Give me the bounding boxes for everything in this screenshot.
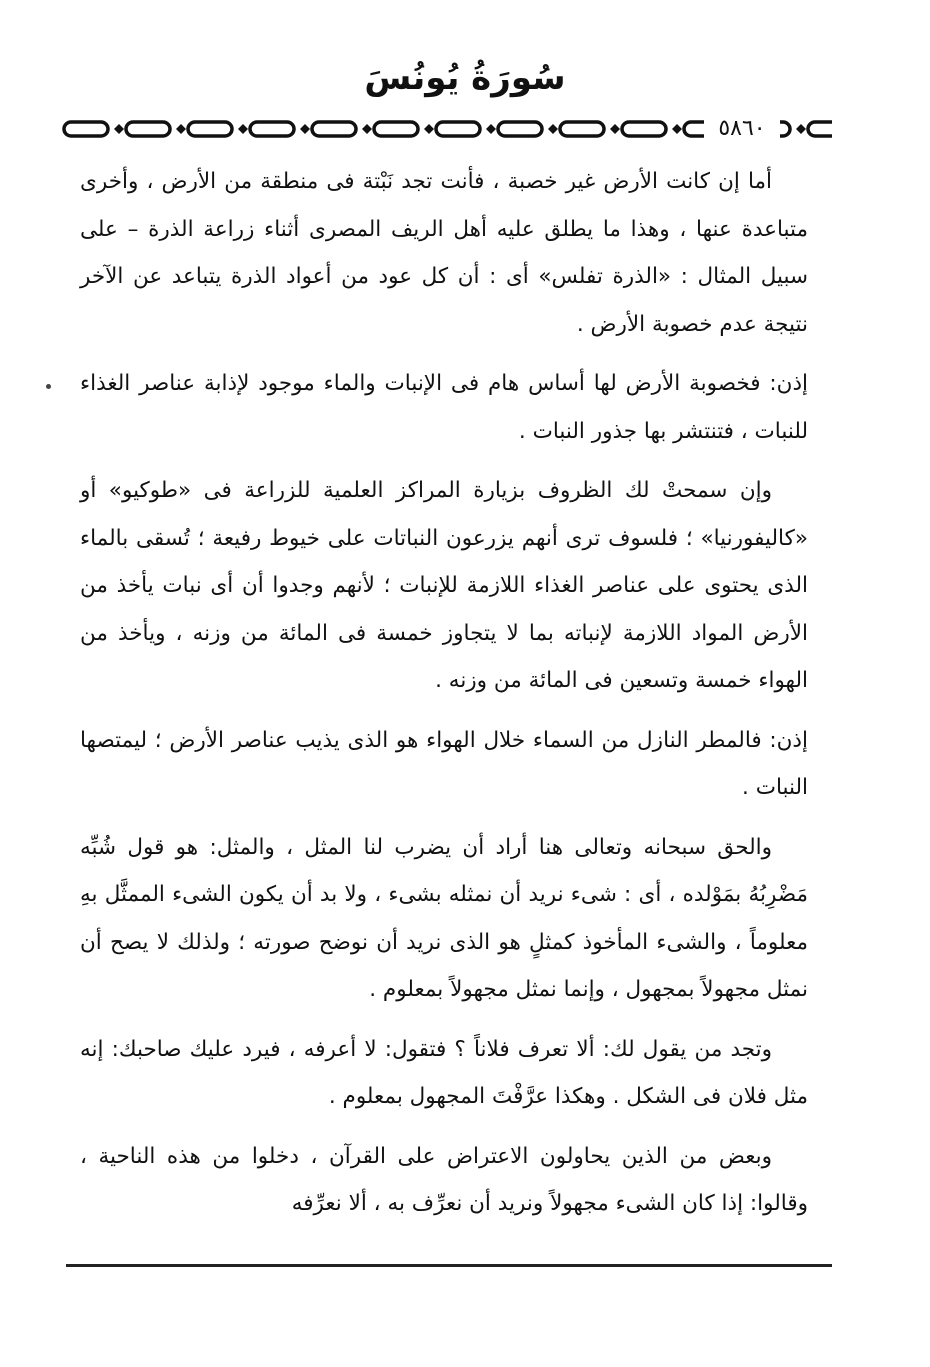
chain-diamond (796, 124, 806, 134)
paragraph-3: وإن سمحتْ لك الظروف بزيارة المراكز العلمية للزراعة فى «طوكيو» أو «كاليفورنيا» ؛ فلسوف ترى أنهم يزرعون النباتات على خيوط رفيعة ؛ تُسقى بالماء الذى يحتوى على عناصر الغذاء اللازمة للإنبات ؛ لأنهم وجدوا أن أى نبات يأخذ من الأرض المواد اللازمة لإنباته بما لا يتجاوز خمسة فى المائة من وزنه ، ويأخذ من الهواء خمسة وتسعين فى المائة من وزنه . (80, 478, 808, 693)
paragraph-7: وبعض من الذين يحاولون الاعتراض على القرآن ، دخلوا من هذه الناحية ، وقالوا: إذا كان الشىء مجهولاً ونريد أن نعرِّف به ، ألا نعرِّفه (80, 1143, 808, 1216)
chain-link (64, 122, 108, 136)
chain-link (498, 122, 542, 136)
paragraph-6: وتجد من يقول لك: ألا تعرف فلاناً ؟ فتقول: لا أعرفه ، فيرد عليك صاحبك: إنه مثل فلان فى الشكل . وهكذا عرَّفْتَ المجهول بمعلوم . (80, 1036, 808, 1109)
paragraph-5: والحق سبحانه وتعالى هنا أراد أن يضرب لنا المثل ، والمثل: هو قول شُبِّه مَضْرِبُهُ بمَوْلده ، أى : شىء نريد أن نمثله بشىء ، ولا بد أن يكون الشىء الممثَّل بهِ معلوماً ، والشىء المأخوذ كمثلٍ هو الذى نريد أن نوضح صورته ؛ ولذلك لا يصح أن نمثل مجهولاً بمجهول ، وإنما نمثل مجهولاً بمعلوم . (80, 834, 808, 1002)
chain-link (250, 122, 294, 136)
chain-link (312, 122, 356, 136)
chain-diamond (362, 124, 372, 134)
chain-diamond (610, 124, 620, 134)
chain-diamond (548, 124, 558, 134)
chain-link (188, 122, 232, 136)
chain-link (126, 122, 170, 136)
margin-mark (46, 384, 51, 389)
chain-diamond (114, 124, 124, 134)
main-text (80, 158, 808, 1240)
paragraph-1: أما إن كانت الأرض غير خصبة ، فأنت تجد نَبْتة فى منطقة من الأرض ، وأخرى متباعدة عنها ، وهذا ما يطلق عليه أهل الريف المصرى أثناء زراعة الذرة – على سبيل المثال : «الذرة تفلس» أى : أن كل عود من أعواد الذرة يتباعد عن الآخر نتيجة عدم خصوبة الأرض . (80, 169, 808, 337)
chain-link (808, 122, 832, 136)
paragraph-4: إذن: فالمطر النازل من السماء خلال الهواء هو الذى يذيب عناصر الأرض ؛ ليمتصها النبات . (80, 727, 808, 800)
chain-diamond (176, 124, 186, 134)
page-number: ٥٨٦٠ (704, 115, 780, 143)
chain-link (622, 122, 666, 136)
chain-link (436, 122, 480, 136)
chain-diamond (424, 124, 434, 134)
chain-diamond (238, 124, 248, 134)
chain-link (374, 122, 418, 136)
chain-diamond (672, 124, 682, 134)
surah-title: سُورَةُ يُونُسَ (364, 58, 566, 98)
chain-diamond (486, 124, 496, 134)
paragraph-2: إذن: فخصوبة الأرض لها أساس هام فى الإنبات والماء موجود لإذابة عناصر الغذاء للنبات ، فتنتشر بها جذور النبات . (80, 371, 808, 444)
chain-diamond (300, 124, 310, 134)
chain-link (560, 122, 604, 136)
footer-rule (66, 1264, 832, 1267)
